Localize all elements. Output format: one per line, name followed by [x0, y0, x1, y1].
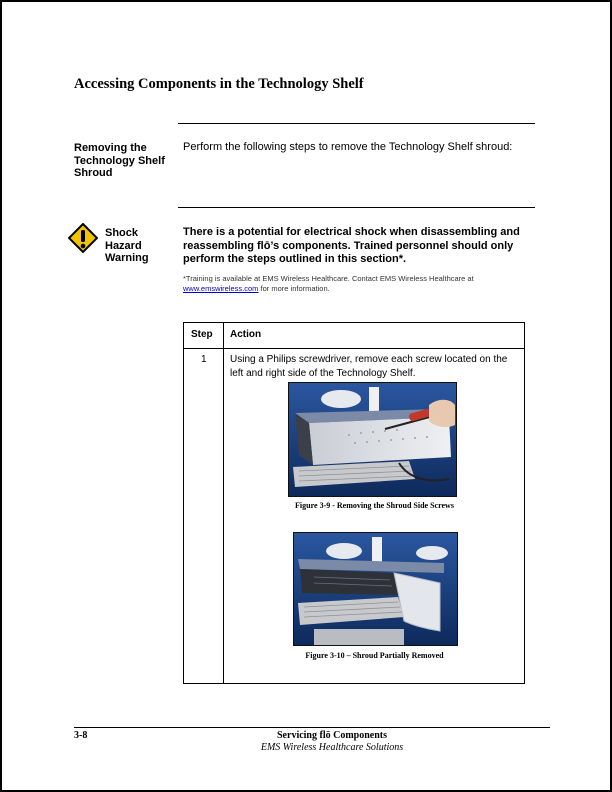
figure-3-9-photo: [288, 382, 457, 497]
section-label-line: Removing the: [74, 142, 147, 154]
footnote-text-end: for more information.: [258, 284, 330, 293]
footer-chapter: Servicing flō Components: [277, 730, 387, 741]
warning-text: There is a potential for electrical shock when disassembling and reassembling flō’s components. Trained personnel should only perform the steps outlined in this section*.: [183, 226, 520, 265]
action-line: Using a Philips screwdriver, remove each screw located on the: [230, 354, 508, 365]
section-label-line: Technology Shelf: [74, 154, 165, 167]
website-link[interactable]: www.emswireless.com: [183, 284, 259, 293]
step-column-header: Step: [191, 329, 213, 340]
footer-divider: [74, 727, 550, 728]
warning-label: [105, 227, 149, 265]
section-intro: Perform the following steps to remove the Technology Shelf shroud:: [183, 141, 513, 153]
shock-hazard-warning-icon: [68, 223, 98, 253]
action-column-header: Action: [230, 329, 262, 340]
shroud-side-screws-image: [289, 383, 456, 496]
warning-divider: [178, 207, 535, 208]
figure-caption: Figure 3-9 - Removing the Shroud Side Screws: [295, 501, 454, 510]
warning-label-line: Hazard: [105, 239, 142, 252]
action-line: left and right side of the Technology Shelf.: [230, 367, 416, 379]
step-number: 1: [201, 354, 207, 365]
footnote-text: *Training is available at EMS Wireless Healthcare. Contact EMS Wireless Healthcare at: [183, 274, 474, 283]
section-label-line: Shroud: [74, 167, 113, 179]
page-title: Accessing Components in the Technology Shelf: [74, 76, 364, 92]
footer-company: EMS Wireless Healthcare Solutions: [260, 742, 404, 753]
section-label: [74, 142, 165, 180]
warning-label-line: Warning: [105, 252, 149, 264]
warning-label-line: Shock: [105, 227, 139, 239]
figure-3-10-photo: [293, 532, 458, 646]
figure-caption: Figure 3-10 – Shroud Partially Removed: [305, 651, 444, 660]
procedure-table: [183, 322, 525, 684]
training-footnote: [183, 274, 528, 294]
header-divider: [184, 348, 524, 349]
shroud-partially-removed-image: [294, 533, 457, 645]
section-divider: [178, 123, 535, 124]
step-action-text: [230, 353, 520, 380]
page-number: 3-8: [74, 730, 88, 741]
